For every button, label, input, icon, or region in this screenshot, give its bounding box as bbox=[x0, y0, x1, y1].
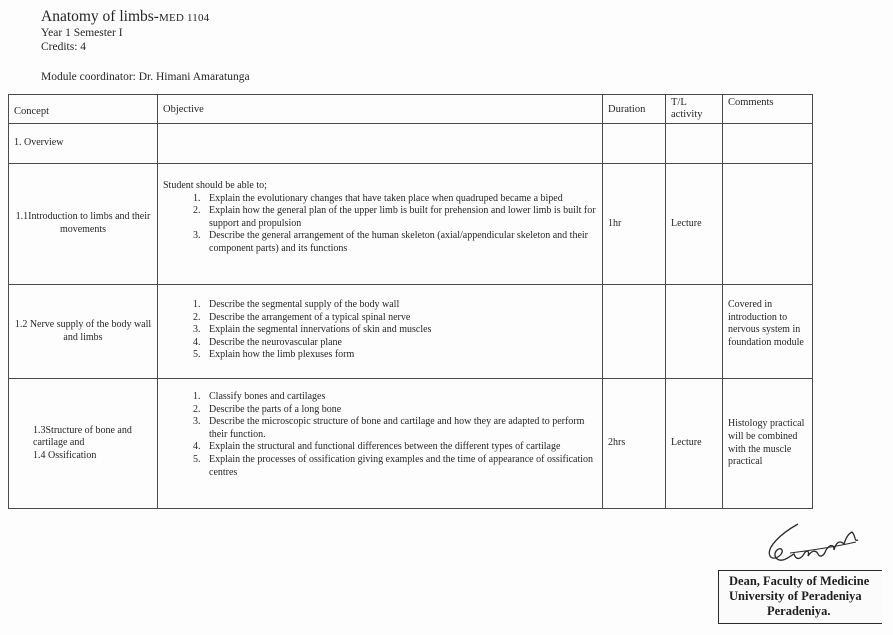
table-header-row bbox=[9, 95, 813, 124]
table-row bbox=[9, 164, 813, 285]
concept-cell bbox=[9, 379, 158, 509]
activity-cell: Lecture bbox=[666, 164, 723, 285]
table-row bbox=[9, 285, 813, 379]
table-row bbox=[9, 379, 813, 509]
duration-cell bbox=[603, 124, 666, 164]
objective-intro: Student should be able to; bbox=[163, 180, 267, 191]
duration-cell bbox=[603, 285, 666, 379]
year-semester: Year 1 Semester I bbox=[41, 27, 123, 39]
page-title bbox=[41, 9, 209, 25]
stamp-line: Dean, Faculty of Medicine bbox=[729, 574, 870, 588]
module-coordinator: Module coordinator: Dr. Himani Amaratunga bbox=[41, 71, 250, 83]
concept-line: 1.3Structure of bone and cartilage and bbox=[33, 424, 132, 449]
module-title: Anatomy of limbs- bbox=[41, 8, 159, 25]
list-item: 4. Explain the structural and functional differences between the different types of cartilage bbox=[203, 441, 597, 454]
header-tl-activity bbox=[666, 95, 723, 124]
activity-cell: Lecture bbox=[666, 379, 723, 509]
curriculum-table bbox=[8, 94, 813, 509]
credits: Credits: 4 bbox=[41, 41, 87, 53]
comments-cell bbox=[723, 164, 813, 285]
list-item: 3. Explain the segmental innervations of skin and muscles bbox=[203, 324, 597, 337]
header-tl-line1: T/L bbox=[671, 97, 687, 108]
table-row bbox=[9, 124, 813, 164]
signature-image bbox=[760, 520, 870, 570]
concept-cell: 1.1Introduction to limbs and their movements bbox=[9, 164, 158, 285]
objective-list bbox=[163, 193, 597, 256]
comments-cell: Histology practical will be combined with the muscle practical bbox=[723, 379, 813, 509]
objective-list bbox=[163, 299, 597, 362]
list-item: 1. Explain the evolutionary changes that have taken place when quadruped became a biped bbox=[203, 193, 597, 206]
concept-cell: 1. Overview bbox=[9, 124, 158, 164]
stamp-line: Peradeniya. bbox=[767, 604, 831, 618]
list-item: 3. Describe the microscopic structure of bone and cartilage and how they are adapted to perform their function. bbox=[203, 416, 597, 441]
header-comments: Comments bbox=[723, 95, 813, 124]
objective-cell bbox=[158, 285, 603, 379]
objective-cell bbox=[158, 164, 603, 285]
official-stamp bbox=[718, 570, 882, 624]
list-item: 4. Describe the neurovascular plane bbox=[203, 337, 597, 350]
concept-cell: 1.2 Nerve supply of the body wall and limbs bbox=[9, 285, 158, 379]
comments-cell bbox=[723, 124, 813, 164]
duration-cell: 2hrs bbox=[603, 379, 666, 509]
list-item: 2. Explain how the general plan of the upper limb is built for prehension and lower limb is built for support and propulsion bbox=[203, 205, 597, 230]
list-item: 2. Describe the arrangement of a typical spinal nerve bbox=[203, 312, 597, 325]
header-objective: Objective bbox=[158, 95, 603, 124]
list-item: 2. Describe the parts of a long bone bbox=[203, 404, 597, 417]
objective-cell bbox=[158, 124, 603, 164]
comments-cell: Covered in introduction to nervous system in foundation module bbox=[723, 285, 813, 379]
activity-cell bbox=[666, 285, 723, 379]
module-code: MED 1104 bbox=[158, 12, 210, 24]
list-item: 5. Explain the processes of ossification giving examples and the time of appearance of ossification centres bbox=[203, 454, 597, 479]
header-tl-line2: activity bbox=[671, 109, 703, 120]
header-concept: Concept bbox=[9, 95, 158, 124]
duration-cell: 1hr bbox=[603, 164, 666, 285]
stamp-line: University of Peradeniya bbox=[729, 589, 862, 603]
objective-list bbox=[163, 391, 597, 479]
objective-cell bbox=[158, 379, 603, 509]
list-item: 1. Describe the segmental supply of the body wall bbox=[203, 299, 597, 312]
concept-line: 1.4 Ossification bbox=[33, 449, 97, 461]
list-item: 5. Explain how the limb plexuses form bbox=[203, 349, 597, 362]
list-item: 1. Classify bones and cartilages bbox=[203, 391, 597, 404]
header-duration: Duration bbox=[603, 95, 666, 124]
list-item: 3. Describe the general arrangement of the human skeleton (axial/appendicular skeleton and their component parts) and its functions bbox=[203, 230, 597, 255]
activity-cell bbox=[666, 124, 723, 164]
